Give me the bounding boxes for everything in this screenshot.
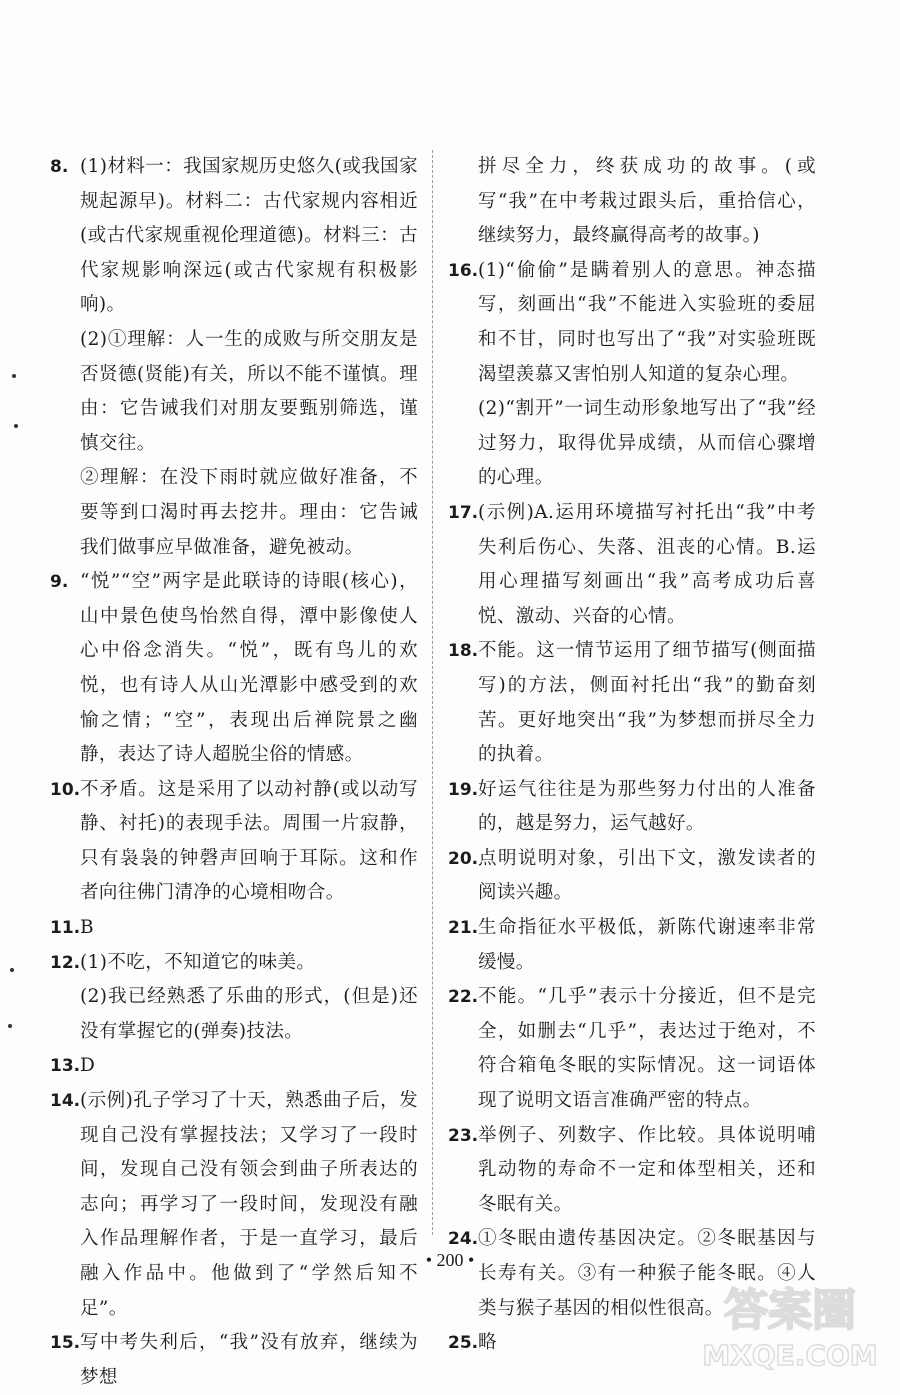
answer-text: (2)“割开”一词生动形象地写出了“我”经过努力，取得优异成绩，从而信心骤增的心理。 xyxy=(478,398,816,489)
margin-mark xyxy=(8,1024,12,1028)
answer-paragraph xyxy=(448,634,816,772)
margin-mark xyxy=(12,374,16,378)
answer-paragraph xyxy=(448,392,816,496)
answer-text: (2)①理解：人一生的成败与所交朋友是否贤德(贤能)有关，所以不能不谨慎。理由：它告诫我们对朋友要甄别筛选，谨慎交往。 xyxy=(80,328,418,454)
question-number: 18. xyxy=(448,641,479,662)
answer-paragraph xyxy=(50,911,418,946)
question-number: 24. xyxy=(448,1229,479,1250)
answer-text: (1)“偷偷”是瞒着别人的意思。神态描写，刻画出“我”不能进入实验班的委屈和不甘，同时也写出了“我”对实验班既渴望羡慕又害怕别人知道的复杂心理。 xyxy=(478,259,816,385)
answer-text: 拼尽全力，终获成功的故事。(或写“我”在中考栽过跟头后，重拾信心，继续努力，最终赢得高考的故事。) xyxy=(478,156,816,247)
question-number: 20. xyxy=(448,848,479,869)
answer-paragraph xyxy=(50,946,418,981)
question-number: 8. xyxy=(50,157,69,177)
column-divider xyxy=(432,150,433,1235)
answer-text: 点明说明对象，引出下文，激发读者的阅读兴趣。 xyxy=(478,847,816,904)
answer-text: (示例)孔子学习了十天，熟悉曲子后，发现自己没有掌握技法；又学习了一段时间，发现自己没有领会到曲子所表达的志向；再学习了一段时间，发现没有融入作品理解作者，于是一直学习，最后融入作品中。他做到了“学然后知不足”。 xyxy=(80,1090,418,1319)
question-number: 25. xyxy=(448,1333,479,1354)
question-number: 23. xyxy=(448,1125,479,1146)
answer-paragraph xyxy=(448,254,816,392)
left-column xyxy=(50,150,418,1395)
question-number: 13. xyxy=(50,1056,81,1077)
answer-paragraph xyxy=(50,1084,418,1326)
question-number: 10. xyxy=(50,779,81,800)
answer-text: (示例)A.运用环境描写衬托出“我”中考失利后伤心、失落、沮丧的心情。B.运用心理描写刻画出“我”高考成功后喜悦、激动、兴奋的心情。 xyxy=(478,501,816,627)
watermark-title: 答案圈 xyxy=(724,1285,856,1336)
answer-text: (2)我已经熟悉了乐曲的形式，(但是)还没有掌握它的(弹奏)技法。 xyxy=(80,986,418,1042)
question-number: 15. xyxy=(50,1333,81,1354)
answer-text: “悦”“空”两字是此联诗的诗眼(核心)，山中景色使鸟怡然自得，潭中影像使人心中俗念消失。“悦”，既有鸟儿的欢悦，也有诗人从山光潭影中感受到的欢愉之情；“空”，表现出后禅院景之幽静，表达了诗人超脱尘俗的情感。 xyxy=(80,571,418,766)
answer-text: ②理解：在没下雨时就应做好准备，不要等到口渴时再去挖井。理由：它告诫我们做事应早做准备，避免被动。 xyxy=(80,467,418,558)
answer-paragraph xyxy=(448,150,816,254)
answer-paragraph xyxy=(50,461,418,565)
answer-paragraph xyxy=(448,911,816,980)
answer-paragraph xyxy=(50,150,418,323)
answer-paragraph xyxy=(50,773,418,911)
right-column xyxy=(448,150,816,1361)
answer-text: B xyxy=(80,917,94,939)
question-number: 22. xyxy=(448,987,479,1008)
answer-text: (1)不吃，不知道它的味美。 xyxy=(80,951,316,973)
margin-mark xyxy=(10,968,14,972)
answer-paragraph xyxy=(448,773,816,842)
answer-text: 不能。“几乎”表示十分接近，但不是完全，如删去“几乎”，表达过于绝对，不符合箱龟冬眠的实际情况。这一词语体现了说明文语言准确严密的特点。 xyxy=(478,986,816,1112)
margin-mark xyxy=(14,424,18,428)
answer-text: 写中考失利后，“我”没有放弃，继续为梦想 xyxy=(80,1332,418,1388)
answer-text: 不能。这一情节运用了细节描写(侧面描写)的方法，侧面衬托出“我”的勤奋刻苦。更好地突出“我”为梦想而拼尽全力的执着。 xyxy=(478,640,816,766)
question-number: 21. xyxy=(448,918,479,939)
answer-text: 举例子、列数字、作比较。具体说明哺乳动物的寿命不一定和体型相关，还和冬眠有关。 xyxy=(478,1124,816,1215)
answer-text: 略 xyxy=(478,1332,497,1354)
answer-paragraph xyxy=(50,565,418,773)
question-number: 11. xyxy=(50,918,81,939)
answer-text: 不矛盾。这是采用了以动衬静(或以动写静、衬托)的表现手法。周围一片寂静，只有袅袅的钟磬声回响于耳际。这和作者向往佛门清净的心境相吻合。 xyxy=(80,778,418,904)
answer-text: 生命指征水平极低，新陈代谢速率非常缓慢。 xyxy=(478,917,816,973)
answer-text: (1)材料一：我国家规历史悠久(或我国家规起源早)。材料二：古代家规内容相近(或古代家规重视伦理道德)。材料三：古代家规影响深远(或古代家规有积极影响)。 xyxy=(80,156,418,316)
answer-paragraph xyxy=(448,1119,816,1223)
answer-paragraph xyxy=(50,323,418,461)
question-number: 16. xyxy=(448,260,479,281)
answer-text: ①冬眠由遗传基因决定。②冬眠基因与长寿有关。③有一种猴子能冬眠。④人类与猴子基因的相似性很高。 xyxy=(478,1228,816,1319)
page-number: • 200 • xyxy=(425,1250,475,1270)
answer-paragraph xyxy=(50,980,418,1049)
question-number: 19. xyxy=(448,779,479,800)
answer-paragraph xyxy=(50,1049,418,1084)
question-number: 17. xyxy=(448,502,479,523)
answer-paragraph xyxy=(448,496,816,634)
answer-paragraph xyxy=(50,1326,418,1395)
question-number: 12. xyxy=(50,952,81,973)
watermark-url: MXQE.COM xyxy=(702,1339,878,1372)
question-number: 14. xyxy=(50,1091,81,1112)
answer-paragraph xyxy=(448,842,816,911)
answer-paragraph xyxy=(448,980,816,1118)
answer-text: 好运气往往是为那些努力付出的人准备的，越是努力，运气越好。 xyxy=(478,778,816,835)
watermark-logo xyxy=(690,1270,890,1380)
question-number: 9. xyxy=(50,572,69,593)
answer-text: D xyxy=(80,1055,96,1077)
